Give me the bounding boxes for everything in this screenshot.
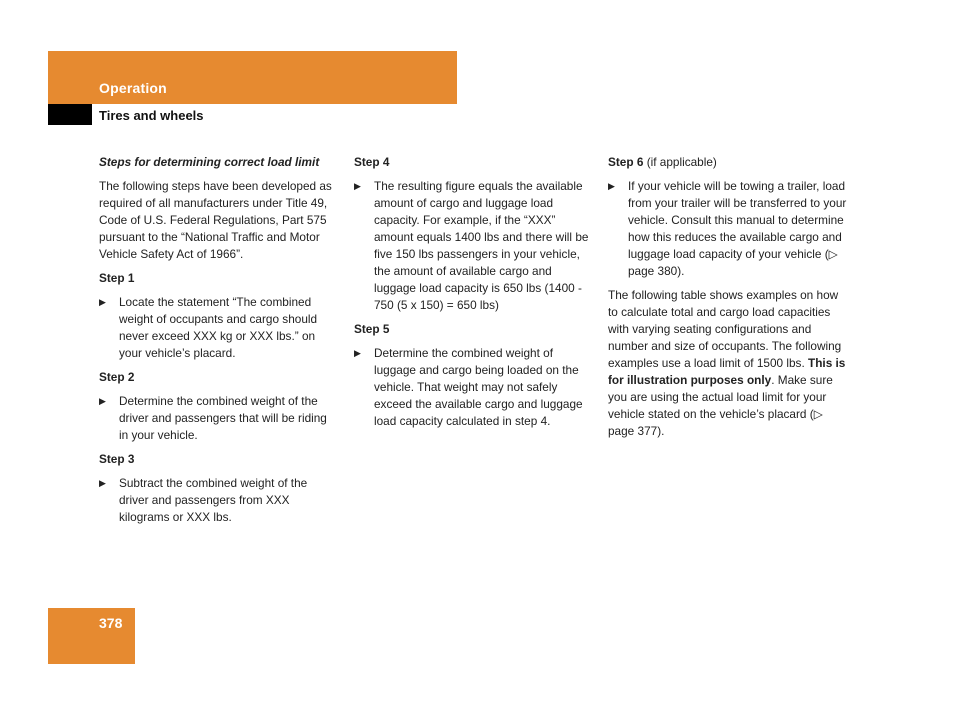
step-1-label: Step 1 [99,271,135,285]
step-4-text: The resulting figure equals the available amount of cargo and luggage load capacity. For example, if the “XXX” amount equals 1400 lbs and there will be five 150 lbs passengers in your vehicle, the amount of available cargo and luggage load capacity is 650 lbs (1400 - 750 (5 x 150) = 650 lbs) [374,179,589,312]
section-title: Operation [99,80,167,96]
page-number: 378 [99,615,123,631]
subsection-title: Tires and wheels [99,108,204,123]
step-5-text: Determine the combined weight of luggage and cargo being loaded on the vehicle. That weight may not safely exceed the available cargo and luggage load capacity calculated in step 4. [374,346,583,428]
step-1-item [99,294,339,362]
column-1 [99,154,339,533]
bullet-arrow-icon: ▶ [608,181,615,191]
step-6-label: Step 6 [608,155,644,169]
load-examples-paragraph [608,287,848,440]
step-5-item [354,345,594,430]
step-3-item [99,475,309,526]
step-5-label: Step 5 [354,322,390,336]
step-6-item [608,178,848,280]
bullet-arrow-icon: ▶ [99,297,106,307]
step-6-text: If your vehicle will be towing a trailer, load from your trailer will be transferred to your vehicle. Consult this manual to determine how this reduces the available cargo and luggage load capacity of your vehicle (▷ page 380). [628,179,847,278]
bullet-arrow-icon: ▶ [354,348,361,358]
load-limit-heading: Steps for determining correct load limit [99,155,320,169]
bullet-arrow-icon: ▶ [99,478,106,488]
step-6-heading [608,154,848,171]
step-2-item [99,393,339,444]
section-header-bar [48,51,457,104]
step-3-label: Step 3 [99,452,135,466]
step-2-label: Step 2 [99,370,135,384]
section-marker-tab [48,104,92,125]
step-3-text: Subtract the combined weight of the driver and passengers from XXX kilograms or XXX lbs. [119,476,308,524]
intro-paragraph: The following steps have been developed as required of all manufacturers under Title 49, Code of U.S. Federal Regulations, Part 575 pursuant to the “National Traffic and Motor Vehicle Safety Act of 1966”. [99,179,332,261]
bullet-arrow-icon: ▶ [99,396,106,406]
bullet-arrow-icon: ▶ [354,181,361,191]
column-2 [354,154,594,437]
illustration-warning: This is for illustration purposes only [608,356,846,387]
column-3 [608,154,848,447]
step-2-text: Determine the combined weight of the driver and passengers that will be riding in your vehicle. [119,394,327,442]
step-1-text: Locate the statement “The combined weight of occupants and cargo should never exceed XXX kg or XXX lbs.” on your vehicle’s placard. [119,295,318,360]
load-examples-text-start: The following table shows examples on how to calculate total and cargo load capacities with varying seating configurations and number and size of occupants. The following examples use a load limit of 1500 lbs. [608,288,842,370]
load-examples-text-end: . Make sure you are using the actual load limit for your vehicle stated on the vehicle’s placard (▷ page 377). [608,373,833,438]
step-4-item [354,178,594,314]
step-6-note: (if applicable) [646,155,717,169]
step-4-label: Step 4 [354,155,390,169]
